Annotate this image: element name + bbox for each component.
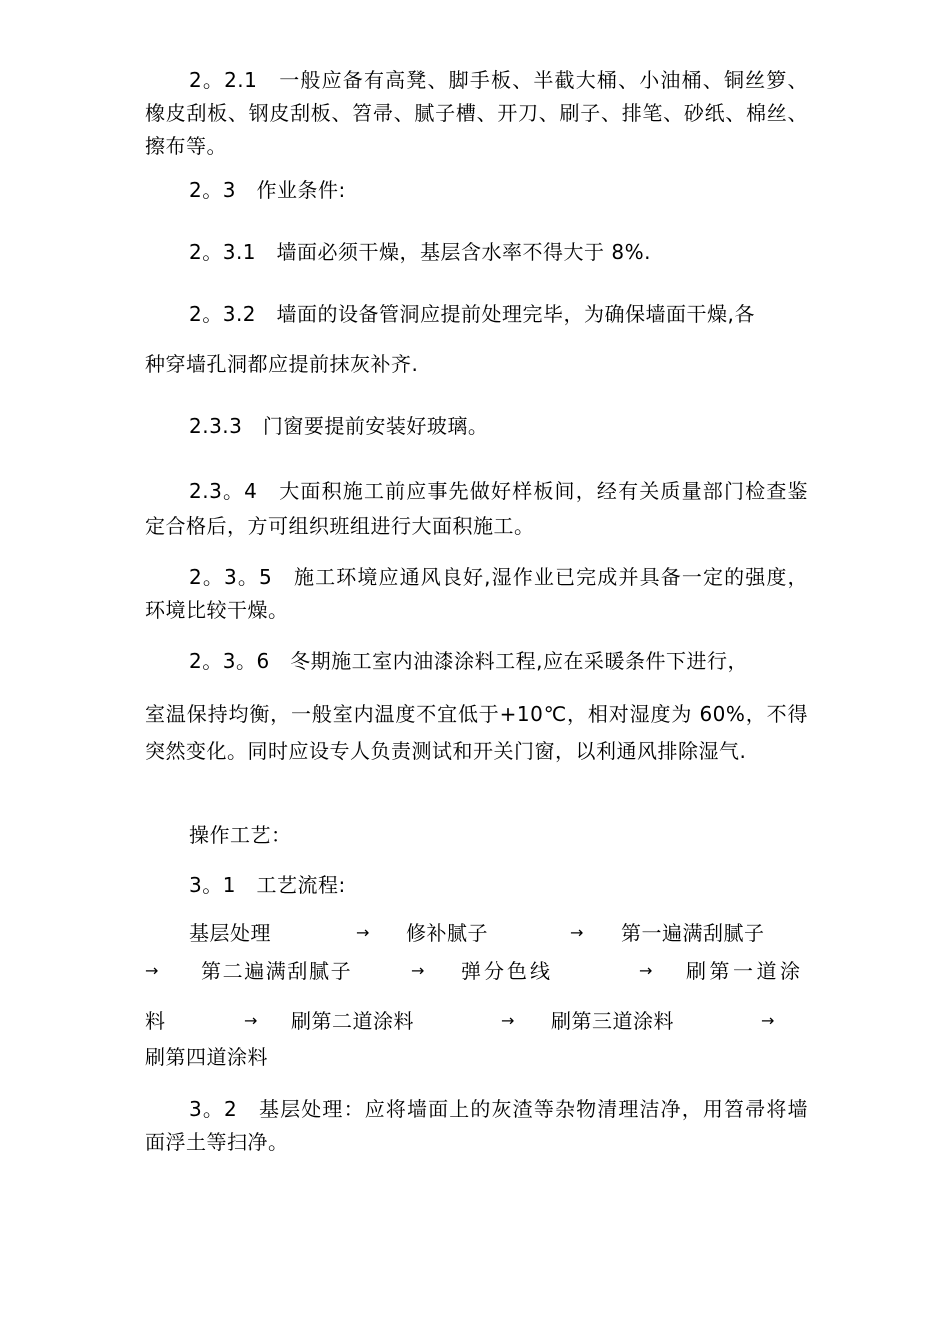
flow-arrow-icon: → [244,1011,258,1030]
heading-3-1: 3。1 工艺流程: [189,873,346,897]
flow-step-8: 刷第三道涂料 [551,1009,674,1033]
flow-step-6-cont: 料 [145,1009,166,1033]
paragraph-2-3-6-line1: 2。3。6 冬期施工室内油漆涂料工程,应在采暖条件下进行， [189,649,749,673]
paragraph-2-3-3: 2.3.3 门窗要提前安装好玻璃。 [189,414,489,438]
flow-arrow-icon: → [356,923,370,942]
paragraph-2-3-4: 2.3。4 大面积施工前应事先做好样板间，经有关质量部门检查鉴定合格后，方可组织班组进行大面积施工。 [145,479,808,538]
paragraph-3-2: 3。2 基层处理：应将墙面上的灰渣等杂物清理洁净，用笤帚将墙面浮土等扫净。 [145,1097,808,1154]
flow-step-7: 刷第二道涂料 [291,1009,414,1033]
paragraph-2-3-6-rest: 室温保持均衡，一般室内温度不宜低于+10℃，相对湿度为 60%，不得突然变化。同时应设专人负责测试和开关门窗，以利通风排除湿气. [145,702,808,763]
flow-arrow-icon: → [639,961,653,980]
section-title-operation: 操作工艺： [189,823,292,847]
flow-step-5: 弹分色线 [461,959,553,983]
paragraph-2-3-1: 2。3.1 墙面必须干燥，基层含水率不得大于 8%. [189,240,651,264]
flow-step-6: 刷第一道涂 [686,959,804,983]
flow-step-3: 第一遍满刮腻子 [621,921,765,945]
flow-step-4: 第二遍满刮腻子 [201,959,353,983]
flow-step-1: 基层处理 [189,921,271,945]
heading-2-3: 2。3 作业条件: [189,178,346,202]
flow-arrow-icon: → [145,961,159,980]
flow-step-9: 刷第四道涂料 [145,1045,268,1069]
paragraph-2-3-2-line2: 种穿墙孔洞都应提前抹灰补齐. [145,352,419,376]
flow-arrow-icon: → [570,923,584,942]
flow-step-2: 修补腻子 [406,921,488,945]
flow-arrow-icon: → [761,1011,775,1030]
paragraph-2-3-5: 2。3。5 施工环境应通风良好,湿作业已完成并具备一定的强度，环境比较干燥。 [145,565,808,622]
paragraph-2-2-1: 2。2.1 一般应备有高凳、脚手板、半截大桶、小油桶、铜丝箩、橡皮刮板、钢皮刮板、笤帚、腻子槽、开刀、刷子、排笔、砂纸、棉丝、擦布等。 [145,68,808,158]
flow-arrow-icon: → [501,1011,515,1030]
paragraph-2-3-2-line1: 2。3.2 墙面的设备管洞应提前处理完毕，为确保墙面干燥,各 [189,302,755,326]
flow-arrow-icon: → [411,961,425,980]
